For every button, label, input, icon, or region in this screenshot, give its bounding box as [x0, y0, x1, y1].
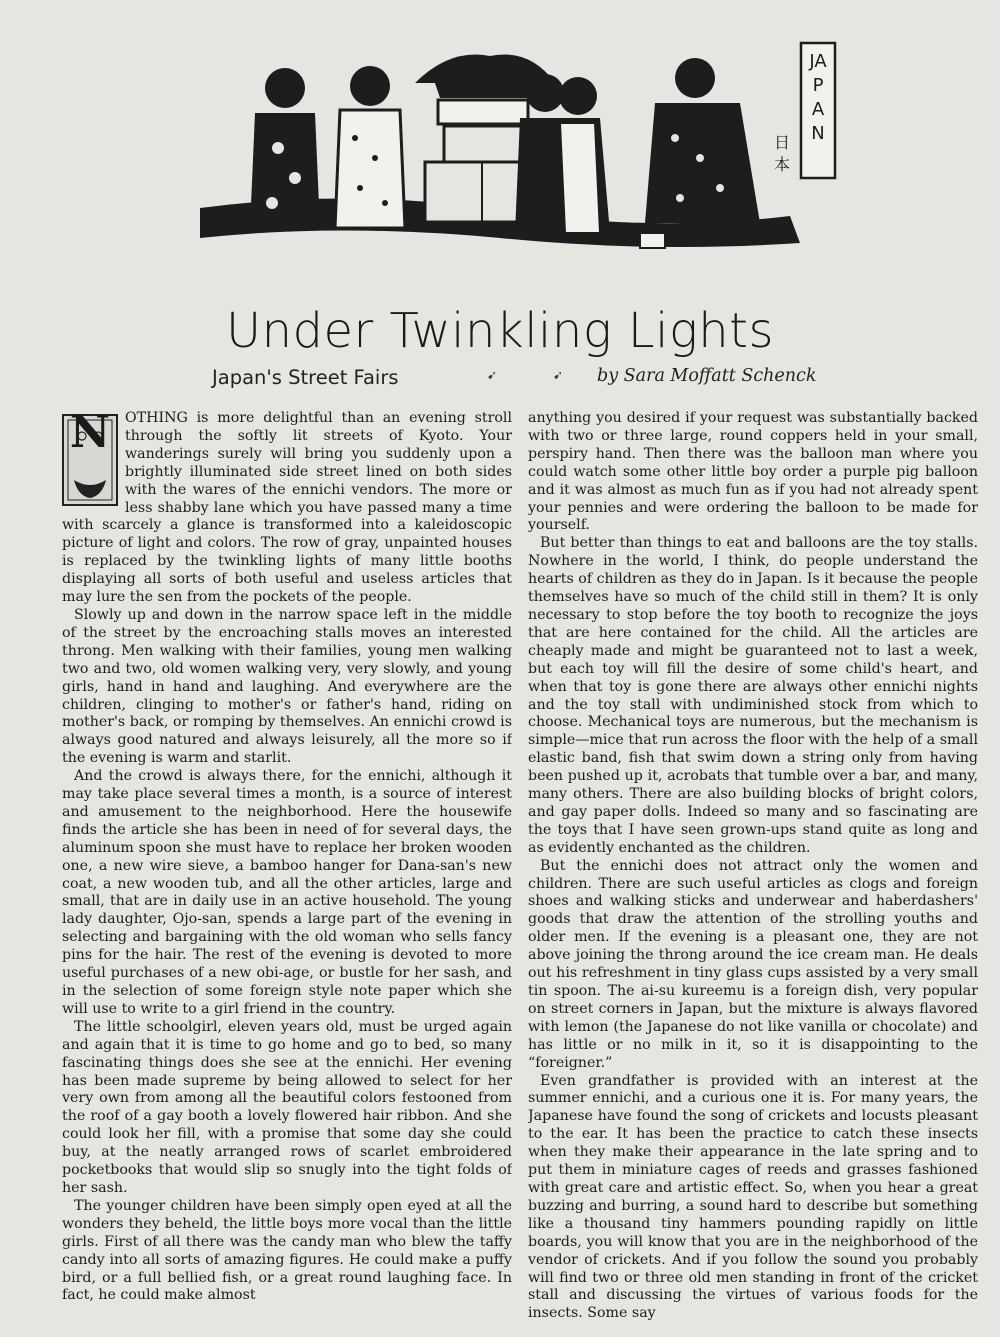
paragraph: And the crowd is always there, for the ennichi, although it may take place several times a month, is a source of interest and amusement to the neighborhood. Here the housewife finds the article she has been in need of for several days, the aluminum spoon she must have to replace her broken wooden one, a new wire sieve, a bamboo hanger for Dana-san's new coat, a new wooden tub, and all the other articles, large and small, that are in daily use in an active household. The young lady daughter, Ojo-san, spends a large part of the evening in selecting and bargaining with the old woman who sells fancy pins for the hair. The rest of the evening is devoted to more useful purchases of a new obi-age, or bustle for her sash, and in the selection of some foreign style note paper which she will use to write to a girl friend in the country.: [62, 768, 512, 1017]
kanji-label: 日本: [773, 133, 790, 174]
paragraph-text: OTHING is more delightful than an evening stroll through the softly lit streets of Kyoto. Your wanderings surely will bring you suddenly upon a brightly illuminated side street lined on both sides with the wares of the ennichi vendors. The more or less shabby lane which you have passed many a time with scarcely a glance is transformed into a kaleidoscopic picture of light and colors. The row of gray, unpainted houses is replaced by the twinkling lights of many little booths displaying all sorts of both useful and useless articles that may lure the sen from the pockets of the people.: [62, 410, 512, 606]
paragraph: But the ennichi does not attract only the women and children. There are such useful articles as clogs and foreign shoes and walking sticks and underwear and haberdashers' goods that draw the attention of the strolling youths and older men. If the evening is a pleasant one, they are not above joining the throng around the ice cream man. He deals out his refreshment in tiny glass cups assisted by a very small tin spoon. The ai-su kureemu is a foreign dish, very popular on street corners in Japan, but the mixture is always flavored with lemon (the Japanese do not like vanilla or chocolate) and has little or no milk in it, so it is disappointing to the “foreigner.”: [528, 857, 978, 1071]
japan-label: JAPAN: [809, 51, 827, 144]
drop-cap: [62, 410, 118, 506]
subtitle-row: [0, 366, 1000, 396]
ornament-icon: ➹: [487, 368, 498, 382]
right-column: [528, 410, 978, 1320]
paragraph: Even grandfather is provided with an interest at the summer ennichi, and a curious one it is. For many years, the Japanese have found the song of crickets and locusts pleasant to the ear. It has been the practice to catch these insects when they make their appearance in the late spring and to put them in miniature cages of reeds and grasses fashioned with great care and artistic effect. So, when you hear a great buzzing and burring, a sound hard to describe but something like a thousand tiny hammers pounding rapidly on little boards, you will know that you are in the neighborhood of the vendor of crickets. And if you follow the sound you probably will find two or three old men standing in front of the cricket stall and discussing the virtues of various foods for the insects. Some say: [528, 1072, 978, 1320]
article-title: Under Twinkling Lights: [225, 303, 775, 359]
paragraph: Slowly up and down in the narrow space left in the middle of the street by the encroaching stalls moves an interested throng. Men walking with their families, young men walking two and two, old women walking very, very slowly, and young girls, hand in hand and laughing. And everywhere are the children, clinging to mother's or father's hand, riding on mother's back, or romping by themselves. An ennichi crowd is always good natured and always leisurely, all the more so if the evening is warm and starlit.: [62, 606, 512, 767]
paragraph: But better than things to eat and balloons are the toy stalls. Nowhere in the world, I think, do people understand the hearts of children as they do in Japan. Is it because the people themselves have so much of the child still in them? It is only necessary to stop before the toy booth to recognize the joys that are here contained for the child. All the articles are cheaply made and might be guaranteed not to last a week, but each toy will fill the desire of some child's heart, and when that toy is gone there are always other ennichi nights and the toy stall with undiminished stock from which to choose. Mechanical toys are numerous, but the mechanism is simple—mice that run across the floor with the help of a small elastic band, fish that swim down a string only from having been pushed up it, acrobats that tumble over a bar, and many, many others. There are also building blocks of bright colors, and gay paper dolls. Indeed so many and so fascinating are the toys that I have seen grown-ups stand quite as long and as evidently enchanted as the children.: [528, 535, 978, 856]
japan-signboard: [773, 40, 838, 240]
ornament-icon: ➹: [553, 368, 564, 382]
article-subtitle: Japan's Street Fairs: [212, 366, 399, 389]
paragraph: [62, 410, 512, 607]
drop-cap-letter: N: [69, 410, 111, 458]
paragraph: anything you desired if your request was substantially backed with two or three large, round coppers held in your small, perspiry hand. Then there was the balloon man where you could watch some other little boy order a purple pig balloon and it was almost as much fun as if you had not already spent your pennies and were ordering the balloon to be made for yourself.: [528, 410, 978, 534]
paragraph: The younger children have been simply open eyed at all the wonders they beheld, the little boys more vocal than the little girls. First of all there was the candy man who blew the taffy candy into all sorts of amazing figures. He could make a puffy bird, or a full bellied fish, or a great round laughing face. In fact, he could make almost: [62, 1197, 512, 1304]
article-byline: by Sara Moffatt Schenck: [597, 366, 817, 386]
header-illustration: [200, 38, 840, 263]
left-column: [62, 410, 512, 1320]
paragraph: The little schoolgirl, eleven years old, must be urged again and again that it is time to go home and go to bed, so many fascinating things does she see at the ennichi. Her evening has been made supreme by being allowed to select for her very own from among all the beautiful colors festooned from the roof of a gay booth a lovely flowered hair ribbon. And she could look her fill, with a promise that some day she could buy, at the neatly arranged rows of scarlet embroidered pocketbooks that would slip so snugly into the tight folds of her sash.: [62, 1018, 512, 1196]
